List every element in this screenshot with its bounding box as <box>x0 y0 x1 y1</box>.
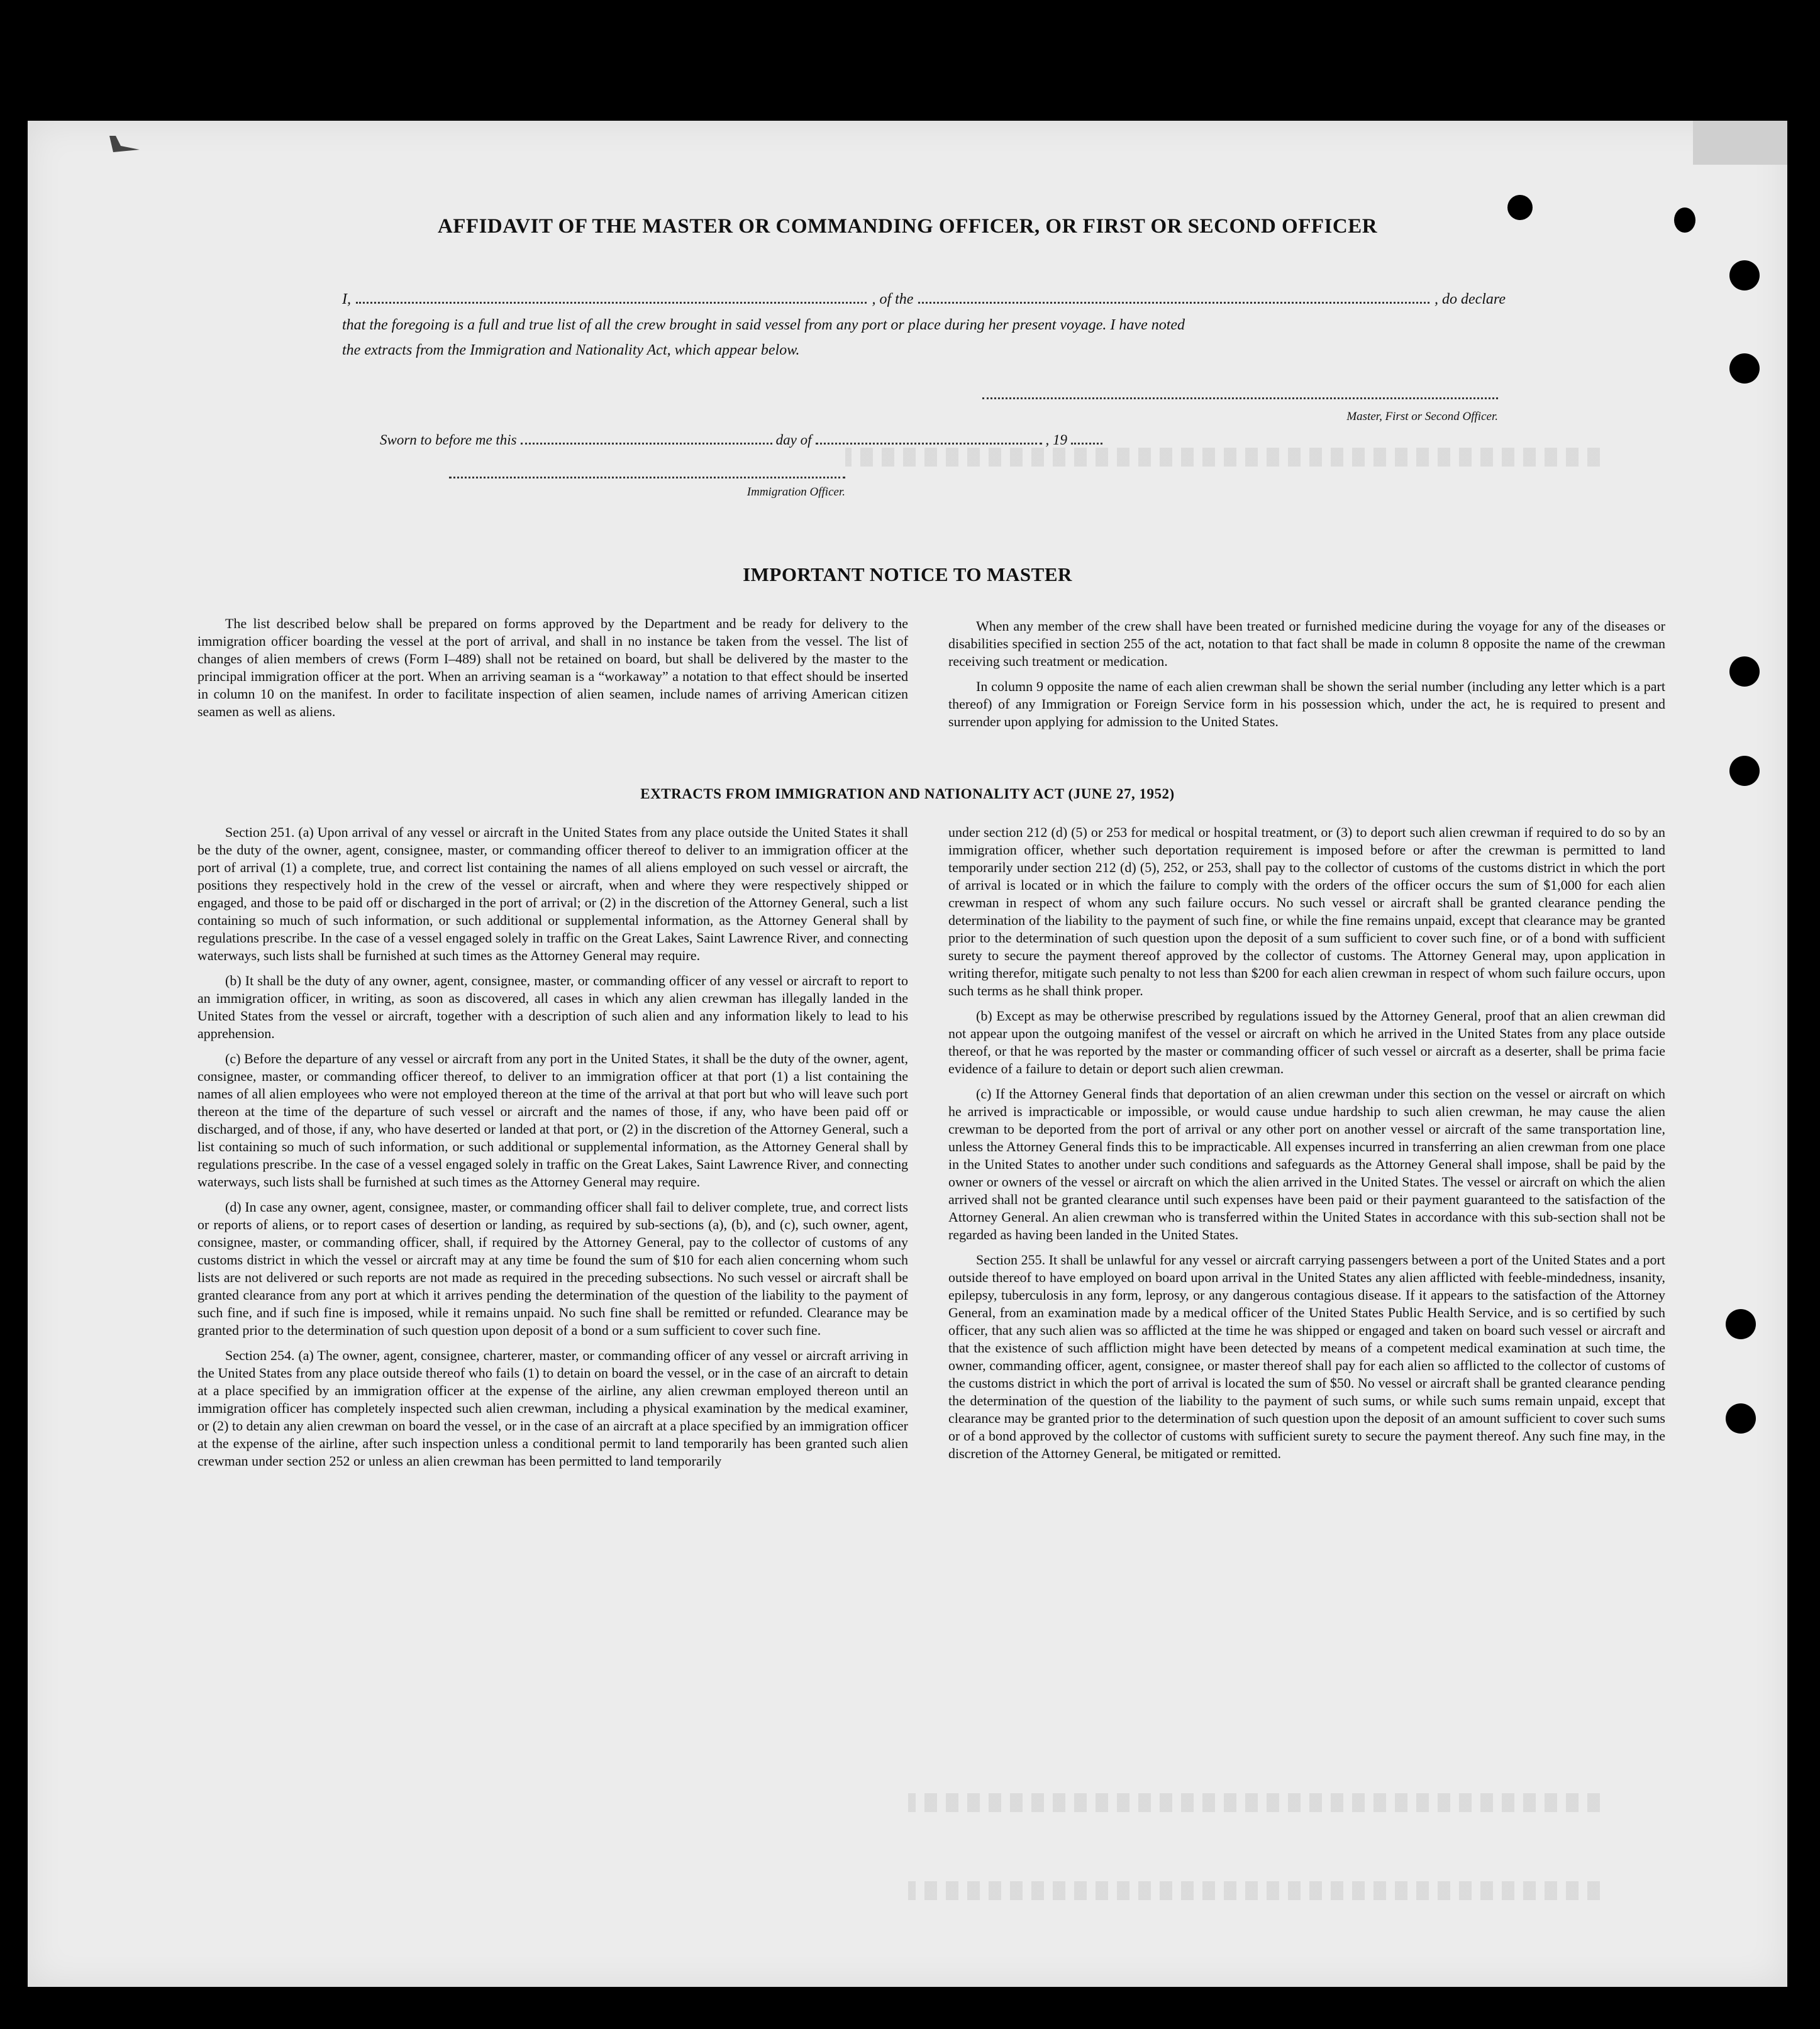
declaration-line-2: that the foregoing is a full and true list of all the crew brought in said vessel from any port or place during her present voyage. I have noted <box>342 317 1185 333</box>
extract-paragraph: (c) If the Attorney General finds that deportation of an alien crewman under this section on the vessel or aircraft on which he arrived is impracticable or impossible, or would cause undue hardship to such alien crewman, he may cause the alien crewman to be deported from the port of arrival or any other port on another vessel or aircraft of the same transportation line, unless the Attorney General finds this to be impracticable. All expenses incurred in transferring an alien crewman from one place in the United States to another under such conditions and safeguards as the Attorney General shall impose, shall be paid by the owner or owners of the vessel or aircraft on which the alien arrived in the United States. The vessel or aircraft on which the alien arrived shall not be granted clearance until such expenses have been paid or their payment guaranteed to the satisfaction of the Attorney General. An alien crewman who is transferred within the United States in accordance with this sub-section shall not be regarded as having been landed in the United States. <box>948 1086 1665 1242</box>
extract-paragraph: (b) It shall be the duty of any owner, agent, consignee, master, or commanding officer of any vessel or aircraft to report to an immigration officer, in writing, as soon as discovered, all cases in which any alien crewman has illegally landed in the United States from the vessel or aircraft, together with a description of such alien and any information likely to lead to his apprehension. <box>197 973 908 1041</box>
bleed-through-texture <box>908 1793 1600 1812</box>
of-the-label: , of the <box>872 291 914 307</box>
notice-paragraph: When any member of the crew shall have been treated or furnished medicine during the voyage for any of the diseases or disabilities specified in section 255 of the act, notation to that fact shall be made in column 8 opposite the name of the crewman receiving such treatment or medication. <box>948 618 1665 669</box>
punch-hole <box>1729 260 1760 290</box>
corner-arrow-mark <box>108 135 141 153</box>
notice-title: IMPORTANT NOTICE TO MASTER <box>743 563 1072 585</box>
sworn-day-field[interactable] <box>521 431 772 445</box>
extract-paragraph: (b) Except as may be otherwise prescribed by regulations issued by the Attorney General, proof that an alien crewman did not appear upon the outgoing manifest of the vessel or aircraft on which he arrived in the United States from any place outside thereof, or that he was reported by the master or commanding officer of such vessel or aircraft as a deserter, shall be prima facie evidence of a failure to detain or deport such alien crewman. <box>948 1008 1665 1076</box>
year-label: , 19 <box>1045 432 1067 448</box>
master-signature-line[interactable] <box>982 397 1498 399</box>
extracts-right-column <box>948 824 1665 1470</box>
sworn-label: Sworn to before me this <box>380 432 517 448</box>
notice-paragraph: The list described below shall be prepared on forms approved by the Department and be ready for delivery to the immigration officer boarding the vessel at the port of arrival, and shall in no instance be taken from the vessel. The list of changes of alien members of crews (Form I–489) shall not be retained on board, but shall be delivered by the master to the principal immigration officer at the port. When an arriving seaman is a “workaway” a notation to that effect should be inserted in column 10 on the manifest. In order to facilitate inspection of alien seamen, include names of arriving American citizen seamen as well as aliens. <box>197 616 908 719</box>
name-field[interactable] <box>356 290 867 304</box>
i-label: I, <box>342 291 351 307</box>
extract-paragraph: (d) In case any owner, agent, consignee, master, or commanding officer shall fail to deliver complete, true, and correct lists or reports of aliens, or to report cases of desertion or landing, as required by sub-sections (a), (b), and (c), such owner, agent, consignee, master, or commanding officer, shall, if required by the Attorney General, pay to the collector of customs of any customs district in which the vessel or aircraft may at any time be found the sum of $10 for each alien concerning whom such lists are not delivered or such reports are not made as required in the preceding subsections. No such vessel or aircraft shall be granted clearance from any port at which it arrives pending the determination of the question of the liability to the payment of such fine, and if such fine is imposed, while it remains unpaid. No such fine shall be remitted or refunded. Clearance may be granted prior to the determination of such question upon deposit of a bond or a sum sufficient to cover such fine. <box>197 1199 908 1338</box>
immigration-officer-line[interactable] <box>449 477 845 478</box>
punch-hole <box>1729 656 1760 687</box>
punch-hole <box>1726 1309 1756 1339</box>
page-title: AFFIDAVIT OF THE MASTER OR COMMANDING OFFICER, OR FIRST OR SECOND OFFICER <box>437 215 1378 238</box>
extract-paragraph: Section 251. (a) Upon arrival of any vessel or aircraft in the United States from any place outside the United States it shall be the duty of the owner, agent, consignee, master, or commanding officer thereof to deliver to an immigration officer at the port of arrival (1) a complete, true, and correct list containing the names of all aliens employed on such vessel or aircraft, the positions they respectively hold in the crew of the vessel or aircraft, when and where they were respectively shipped or engaged, and those to be paid off or discharged in the port of arrival; or (2) in the discretion of the Attorney General, such a list containing so much of such information, or such additional or supplemental information, as the Attorney General shall by regulations prescribe. In the case of a vessel engaged solely in traffic on the Great Lakes, Saint Lawrence River, and connecting waterways, such lists shall be furnished at such times as the Attorney General may require. <box>197 824 908 963</box>
declaration-line-1 <box>342 290 1506 308</box>
declaration-line-3: the extracts from the Immigration and Nationality Act, which appear below. <box>342 342 800 358</box>
sworn-month-field[interactable] <box>816 431 1042 445</box>
immigration-officer-label: Immigration Officer. <box>746 485 845 499</box>
notice-left-column <box>197 615 908 728</box>
corner-scan-box <box>1693 121 1787 165</box>
vessel-field[interactable] <box>918 290 1429 304</box>
bleed-through-texture <box>908 1881 1600 1900</box>
do-declare-label: , do declare <box>1434 291 1506 307</box>
extract-paragraph: (c) Before the departure of any vessel or aircraft from any port in the United States, it shall be the duty of the owner, agent, consignee, master, or commanding officer thereof, to deliver to an immigration officer at that port (1) a list containing the names of all alien employees who were not employed thereon at the time of the arrival at that port but who will leave such port thereon at the time of the departure of such vessel or aircraft and the names of those, if any, who have been paid off or discharged, and of those, if any, who have deserted or landed at that port, or (2) in the discretion of the Attorney General, such a list containing so much of such information, or such additional or supplemental information, as the Attorney General shall by regulations prescribe. In the case of a vessel engaged solely in traffic on the Great Lakes, Saint Lawrence River, and connecting waterways, such lists shall be furnished at such times as the Attorney General may require. <box>197 1051 908 1190</box>
day-of-label: day of <box>775 432 812 448</box>
sworn-line <box>380 431 1191 448</box>
punch-hole <box>1729 353 1760 384</box>
extracts-left-column <box>197 824 908 1478</box>
extract-paragraph: under section 212 (d) (5) or 253 for medical or hospital treatment, or (3) to deport such alien crewman if required to do so by an immigration officer, whether such deportation requirement is imposed before or after the crewman is permitted to land temporarily under section 212 (d) (5), 252, or 253, shall pay to the collector of customs of the customs district in which the port of arrival is located or in which the failure to comply with the orders of the officer occurs the sum of $1,000 for each alien crewman in respect of whom any such failure occurs. No such vessel or aircraft shall be granted clearance pending the determination of the liability to the payment of such fine, or while the fine remains unpaid, except that clearance may be granted prior to the determination of such question upon the deposit of a sum sufficient to cover such fine, or of a bond with sufficient surety to secure the payment thereof approved by the collector of customs. The Attorney General may, upon application in writing therefor, mitigate such penalty to not less than $200 for each alien crewman in respect of whom such failure occurs, upon such terms as he shall think proper. <box>948 824 1665 998</box>
extract-paragraph: Section 255. It shall be unlawful for any vessel or aircraft carrying passengers between a port of the United States and a port outside thereof to have employed on board upon arrival in the United States any alien afflicted with feeble-mindedness, insanity, epilepsy, tuberculosis in any form, leprosy, or any dangerous contagious disease. If it appears to the satisfaction of the Attorney General, from an examination made by a medical officer of the United States Public Health Service, and is so certified by such officer, that any such alien was so afflicted at the time he was shipped or engaged and taken on board such vessel or aircraft and that the existence of such affliction might have been detected by means of a competent medical examination at such time, the owner, commanding officer, agent, consignee, or master thereof shall pay for each alien so afflicted to the collector of customs of the customs district in which the port of arrival is located the sum of $50. No vessel or aircraft shall be granted clearance pending the determination of the question of the liability to the payment of such sums, or while such sums remain unpaid, except that clearance may be granted prior to the determination of such question upon the deposit of an amount sufficient to cover such sums or of a bond approved by the collector of customs with sufficient surety to secure the payment thereof. Any such fine may, in the discretion of the Attorney General, be mitigated or remitted. <box>948 1252 1665 1461</box>
extracts-title: EXTRACTS FROM IMMIGRATION AND NATIONALITY ACT (JUNE 27, 1952) <box>640 786 1175 802</box>
punch-hole <box>1729 756 1760 786</box>
notice-paragraph: In column 9 opposite the name of each alien crewman shall be shown the serial number (including any letter which is a part thereof) of any Immigration or Foreign Service form in his possession which, under the act, he is required to present and surrender upon applying for admission to the United States. <box>948 678 1665 729</box>
bleed-through-texture <box>845 448 1600 467</box>
affidavit-page <box>28 121 1787 1987</box>
notice-right-column <box>948 617 1665 738</box>
extract-paragraph: Section 254. (a) The owner, agent, consignee, charterer, master, or commanding officer of any vessel or aircraft arriving in the United States from any place outside thereof who fails (1) to detain on board the vessel, or in the case of an aircraft to detain at a place specified by an immigration officer at the expense of the airline, any alien crewman employed thereon until an immigration officer has completely inspected such alien crewman, including a physical examination by the medical examiner, or (2) to detain any alien crewman on board the vessel, or in the case of an aircraft at a place specified by an immigration officer at the expense of the airline, after such inspection unless a conditional permit to land temporarily has been granted such alien crewman under section 252 or unless an alien crewman has been permitted to land temporarily <box>197 1347 908 1469</box>
punch-hole <box>1726 1403 1756 1434</box>
sworn-year-field[interactable] <box>1071 431 1102 445</box>
master-signature-label: Master, First or Second Officer. <box>1346 410 1498 423</box>
